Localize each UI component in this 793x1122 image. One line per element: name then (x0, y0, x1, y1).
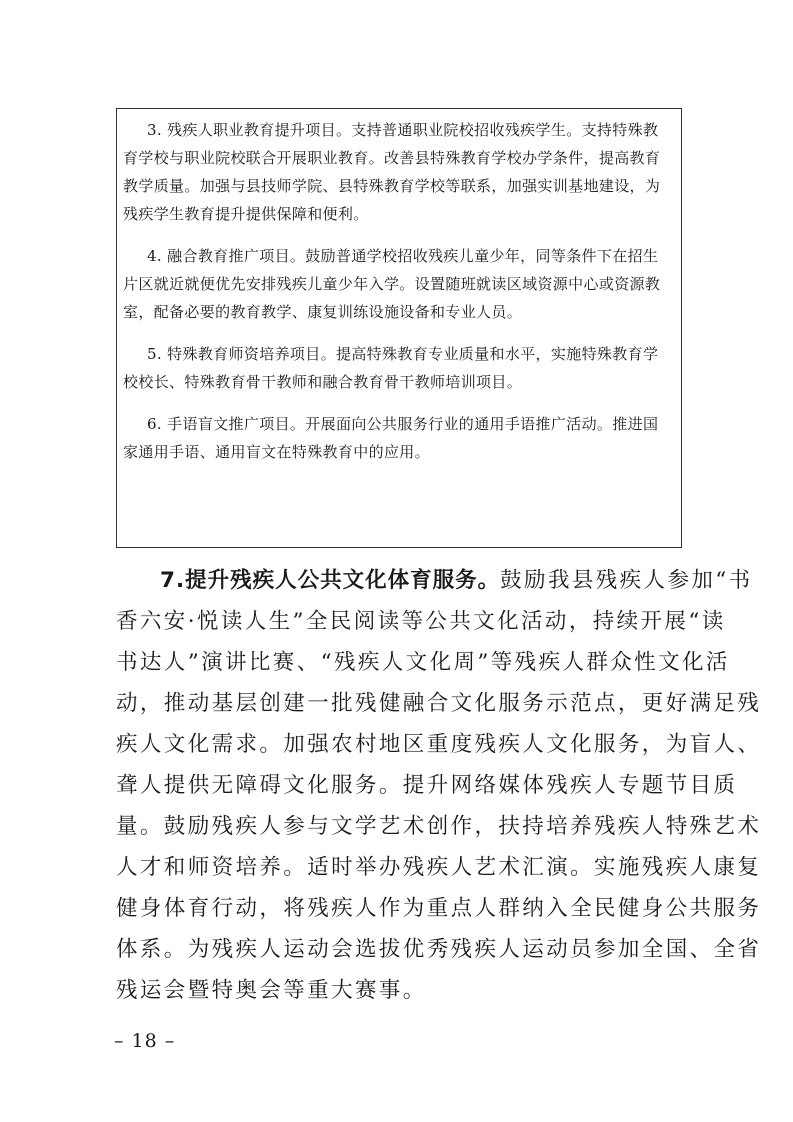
section-7-first-line (160, 563, 753, 594)
body-line: 健身体育行动，将残疾人作为重点人群纳入全民健身公共服务 (116, 896, 762, 921)
body-line: 香六安·悦读人生”全民阅读等公共文化活动，持续开展“读 (116, 609, 726, 634)
box-line: 6. 手语盲文推广项目。开展面向公共服务行业的通用手语推广活动。推进国 (147, 415, 659, 433)
page-number: – 18 – (114, 1030, 176, 1052)
box-line: 残疾学生教育提升提供保障和便利。 (123, 205, 369, 223)
box-line: 片区就近就便优先安排残疾儿童少年入学。设置随班就读区域资源中心或资源教 (123, 275, 661, 293)
body-line: 残运会暨特奥会等重大赛事。 (116, 978, 427, 1003)
body-line: 动，推动基层创建一批残健融合文化服务示范点，更好满足残 (116, 691, 762, 716)
box-line: 3. 残疾人职业教育提升项目。支持普通职业院校招收残疾学生。支持特殊教 (147, 121, 659, 139)
box-line: 室，配备必要的教育教学、康复训练设施设备和专业人员。 (123, 303, 523, 321)
box-line: 育学校与职业院校联合开展职业教育。改善县特殊教育学校办学条件，提高教育 (123, 149, 661, 167)
section-7-first-line-text: 鼓励我县残疾人参加“书 (500, 568, 753, 593)
project-box (116, 108, 682, 548)
box-line: 教学质量。加强与县技师学院、县特殊教育学校等联系，加强实训基地建设，为 (123, 177, 661, 195)
section-7-heading: 7.提升残疾人公共文化体育服务。 (160, 568, 501, 593)
box-line: 校校长、特殊教育骨干教师和融合教育骨干教师培训项目。 (123, 373, 523, 391)
body-line: 聋人提供无障碍文化服务。提升网络媒体残疾人专题节目质 (116, 773, 738, 798)
body-line: 书达人”演讲比赛、“残疾人文化周”等残疾人群众性文化活 (116, 650, 730, 675)
body-line: 量。鼓励残疾人参与文学艺术创作，扶持培养残疾人特殊艺术 (116, 814, 762, 839)
body-line: 人才和师资培养。适时举办残疾人艺术汇演。实施残疾人康复 (116, 855, 762, 880)
box-line: 4. 融合教育推广项目。鼓励普通学校招收残疾儿童少年，同等条件下在招生 (147, 247, 659, 265)
body-line: 体系。为残疾人运动会选拔优秀残疾人运动员参加全国、全省 (116, 937, 762, 962)
body-line: 疾人文化需求。加强农村地区重度残疾人文化服务，为盲人、 (116, 732, 762, 757)
box-line: 家通用手语、通用盲文在特殊教育中的应用。 (123, 443, 431, 461)
box-line: 5. 特殊教育师资培养项目。提高特殊教育专业质量和水平，实施特殊教育学 (147, 345, 659, 363)
